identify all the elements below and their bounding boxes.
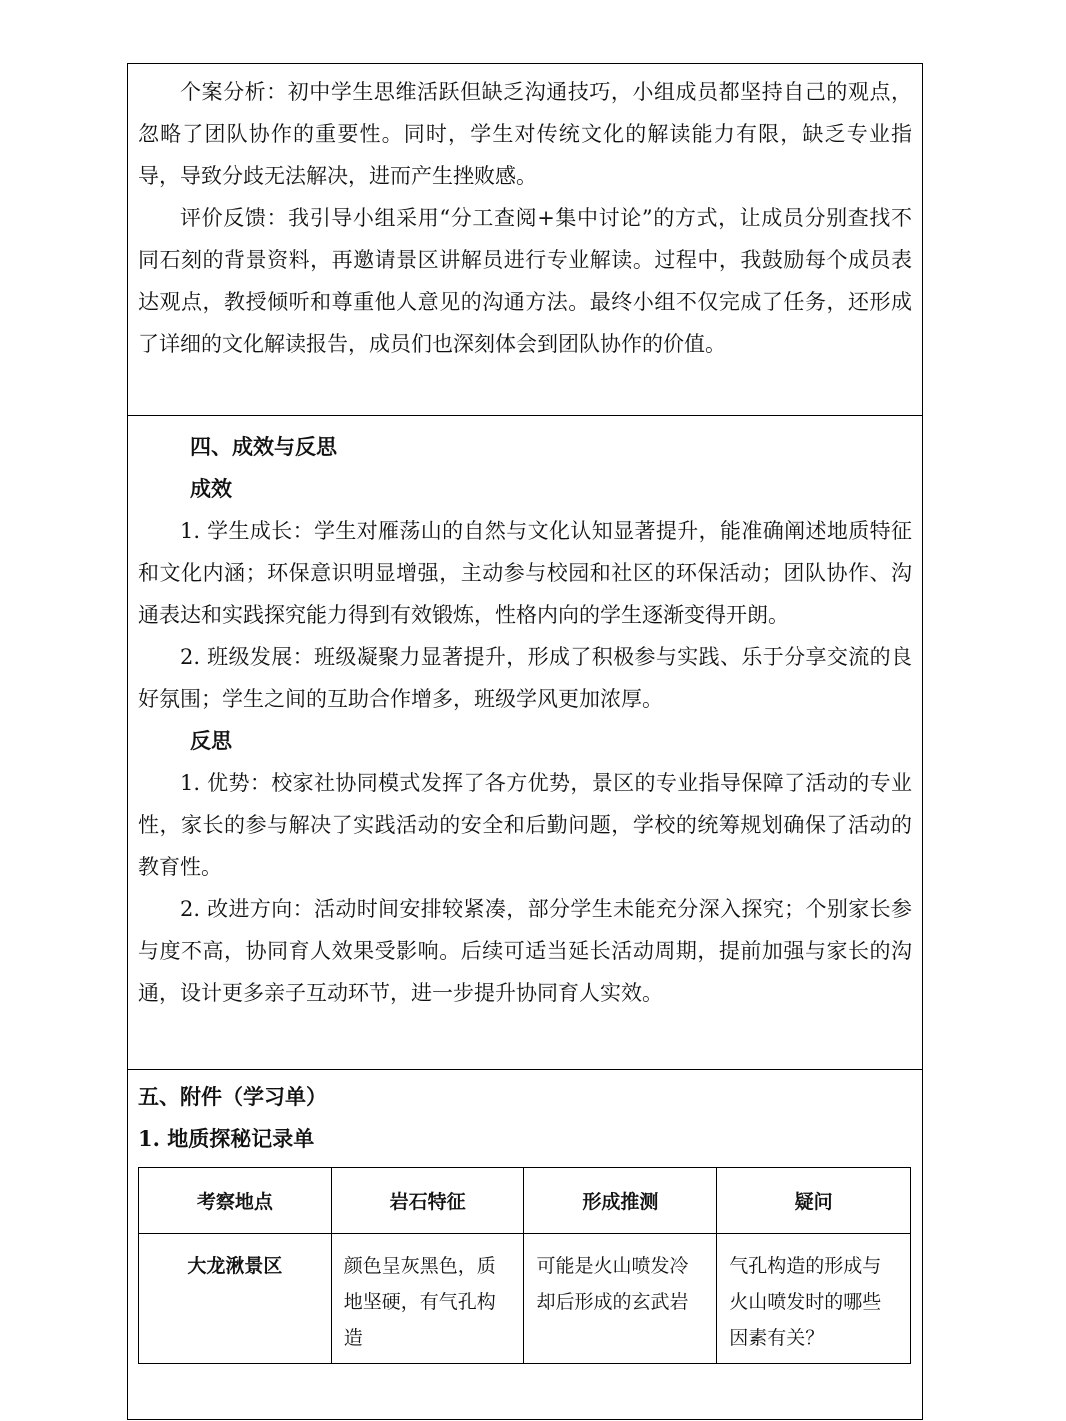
table-row: [139, 1234, 911, 1364]
reflection-improvements: 2. 改进方向：活动时间安排较紧凑，部分学生未能充分深入探究；个别家长参与度不高，协同育人效果受影响。后续可适当延长活动周期，提前加强与家长的沟通，设计更多亲子互动环节，进一步提升协同育人实效。: [138, 897, 912, 1005]
case-analysis-cell: [128, 64, 922, 416]
results-reflection-cell: [128, 416, 922, 1070]
cell-questions: 气孔构造的形成与火山喷发时的哪些因素有关？: [717, 1234, 911, 1364]
header-rock-features: 岩石特征: [331, 1168, 524, 1234]
case-analysis-paragraph: 个案分析：初中学生思维活跃但缺乏沟通技巧，小组成员都坚持自己的观点，忽略了团队协作的重要性。同时，学生对传统文化的解读能力有限，缺乏专业指导，导致分歧无法解决，进而产生挫败感。: [138, 80, 912, 188]
section-five-title: 五、附件（学习单）: [138, 1084, 327, 1109]
header-location: 考察地点: [139, 1168, 332, 1234]
effects-title: 成效: [190, 476, 232, 501]
cell-formation-guess: 可能是火山喷发冷却后形成的玄武岩: [524, 1234, 717, 1364]
feedback-paragraph: 评价反馈：我引导小组采用“分工查阅+集中讨论”的方式，让成员分别查找不同石刻的背景资料，再邀请景区讲解员进行专业解读。过程中，我鼓励每个成员表达观点，教授倾听和尊重他人意见的沟通方法。最终小组不仅完成了任务，还形成了详细的文化解读报告，成员们也深刻体会到团队协作的价值。: [138, 206, 912, 356]
reflection-title: 反思: [190, 728, 232, 753]
table-header-row: [139, 1168, 911, 1234]
document-table: [127, 63, 923, 1420]
header-formation-guess: 形成推测: [524, 1168, 717, 1234]
header-questions: 疑问: [717, 1168, 911, 1234]
record-sheet-title: 1. 地质探秘记录单: [138, 1126, 315, 1151]
effect-class-development: 2. 班级发展：班级凝聚力显著提升，形成了积极参与实践、乐于分享交流的良好氛围；学生之间的互助合作增多，班级学风更加浓厚。: [138, 645, 912, 711]
cell-location: 大龙湫景区: [139, 1234, 332, 1364]
geology-record-table: [138, 1167, 911, 1364]
effect-student-growth: 1. 学生成长：学生对雁荡山的自然与文化认知显著提升，能准确阐述地质特征和文化内涵；环保意识明显增强，主动参与校园和社区的环保活动；团队协作、沟通表达和实践探究能力得到有效锻炼，性格内向的学生逐渐变得开朗。: [138, 519, 912, 627]
cell-rock-features: 颜色呈灰黑色，质地坚硬，有气孔构造: [331, 1234, 524, 1364]
reflection-advantages: 1. 优势：校家社协同模式发挥了各方优势，景区的专业指导保障了活动的专业性，家长的参与解决了实践活动的安全和后勤问题，学校的统筹规划确保了活动的教育性。: [138, 771, 912, 879]
attachment-cell: [128, 1070, 922, 1420]
section-four-title: 四、成效与反思: [190, 434, 337, 459]
